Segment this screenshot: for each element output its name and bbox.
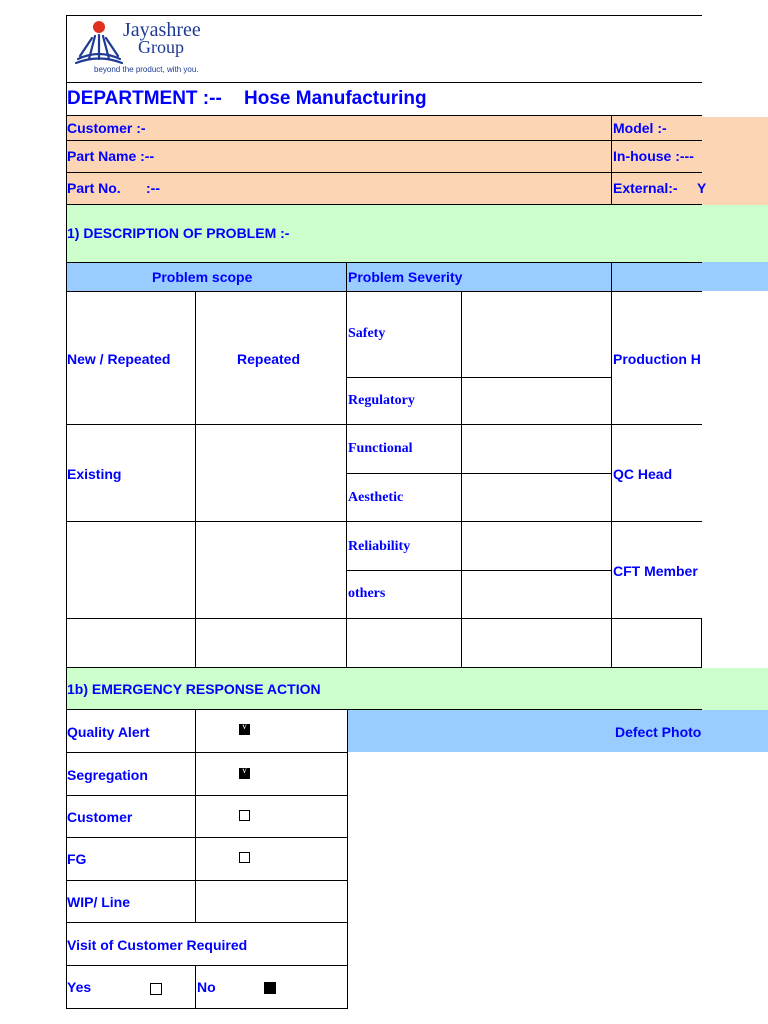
emergency-item-customer: Customer	[67, 809, 133, 825]
yes-checkbox[interactable]	[150, 983, 162, 995]
row-existing: Existing	[67, 466, 122, 482]
grid-line	[347, 377, 612, 378]
grid-line	[611, 262, 612, 668]
logo-tagline: beyond the product, with you.	[94, 65, 199, 74]
grid-line	[66, 880, 348, 881]
grid-line	[66, 1008, 348, 1009]
grid-line	[66, 204, 702, 205]
grid-line	[347, 570, 612, 571]
severity-reliability: Reliability	[348, 539, 411, 554]
grid-line	[66, 15, 702, 16]
grid-line	[701, 618, 702, 668]
row-repeated-value: Repeated	[237, 351, 301, 367]
logo-name-line2: Group	[138, 37, 184, 57]
role-qc-head: QC Head	[613, 466, 673, 482]
grid-line	[66, 667, 702, 668]
grid-line	[66, 618, 702, 619]
jayashree-emblem-icon	[74, 19, 124, 67]
severity-functional: Functional	[348, 441, 413, 456]
grid-line	[195, 965, 196, 1008]
grid-line	[66, 262, 702, 263]
emergency-item-quality-alert: Quality Alert	[67, 724, 150, 740]
customer-label: Customer :-	[67, 120, 146, 136]
problem-scope-header: Problem scope	[152, 269, 253, 285]
grid-line	[66, 291, 702, 292]
severity-safety: Safety	[348, 326, 386, 341]
info-band-background	[66, 115, 702, 205]
role-cft-member: CFT Member	[613, 563, 698, 579]
severity-others: others	[348, 586, 386, 601]
severity-regulatory: Regulatory	[348, 393, 415, 408]
grid-line	[66, 140, 702, 141]
grid-line	[66, 922, 348, 923]
grid-line	[347, 709, 348, 1008]
grid-line	[66, 521, 702, 522]
quality-alert-checkbox[interactable]	[239, 724, 250, 735]
fg-checkbox[interactable]	[239, 852, 250, 863]
section1b-title: 1b) EMERGENCY RESPONSE ACTION	[67, 681, 321, 697]
department-label: DEPARTMENT :--	[67, 88, 222, 109]
emergency-item-wip-line: WIP/ Line	[67, 894, 130, 910]
section1-title: 1) DESCRIPTION OF PROBLEM :-	[67, 225, 290, 241]
grid-line	[347, 473, 612, 474]
grid-line	[346, 262, 347, 668]
defect-photo-header: Defect Photo	[615, 724, 702, 740]
emergency-item-segregation: Segregation	[67, 767, 148, 783]
grid-line	[66, 172, 702, 173]
inhouse-label: In-house :---	[613, 148, 694, 164]
grid-line	[66, 965, 348, 966]
grid-line	[66, 752, 348, 753]
part-name-label: Part Name :--	[67, 148, 155, 164]
grid-line	[195, 291, 196, 668]
grid-line	[66, 82, 702, 83]
no-label: No	[197, 979, 216, 995]
part-no-separator: :--	[146, 180, 160, 196]
model-label: Model :-	[613, 120, 667, 136]
logo-name-line1: Jayashree	[123, 19, 201, 41]
problem-severity-header: Problem Severity	[348, 269, 463, 285]
no-checkbox[interactable]	[264, 982, 276, 994]
grid-line	[195, 709, 196, 923]
grid-line	[611, 115, 612, 204]
segregation-checkbox[interactable]	[239, 768, 250, 779]
grid-line	[66, 837, 348, 838]
grid-line	[66, 709, 702, 710]
row-new-repeated: New / Repeated	[67, 351, 171, 367]
emergency-item-fg: FG	[67, 851, 87, 867]
external-label: External:-	[613, 180, 678, 196]
defect-photo-header-background	[347, 710, 768, 752]
yes-label: Yes	[67, 979, 92, 995]
grid-line	[461, 291, 462, 668]
part-no-label: Part No.	[67, 180, 121, 196]
customer-checkbox[interactable]	[239, 810, 250, 821]
info-band-right-background	[702, 117, 768, 205]
severity-aesthetic: Aesthetic	[348, 490, 404, 505]
department-value: Hose Manufacturing	[244, 88, 427, 109]
visit-customer-required-label: Visit of Customer Required	[67, 937, 248, 953]
grid-line	[66, 115, 702, 116]
company-logo	[66, 15, 702, 83]
grid-line	[66, 424, 702, 425]
grid-line	[66, 795, 348, 796]
external-value: Y	[697, 180, 707, 196]
role-production-head: Production H	[613, 351, 701, 367]
